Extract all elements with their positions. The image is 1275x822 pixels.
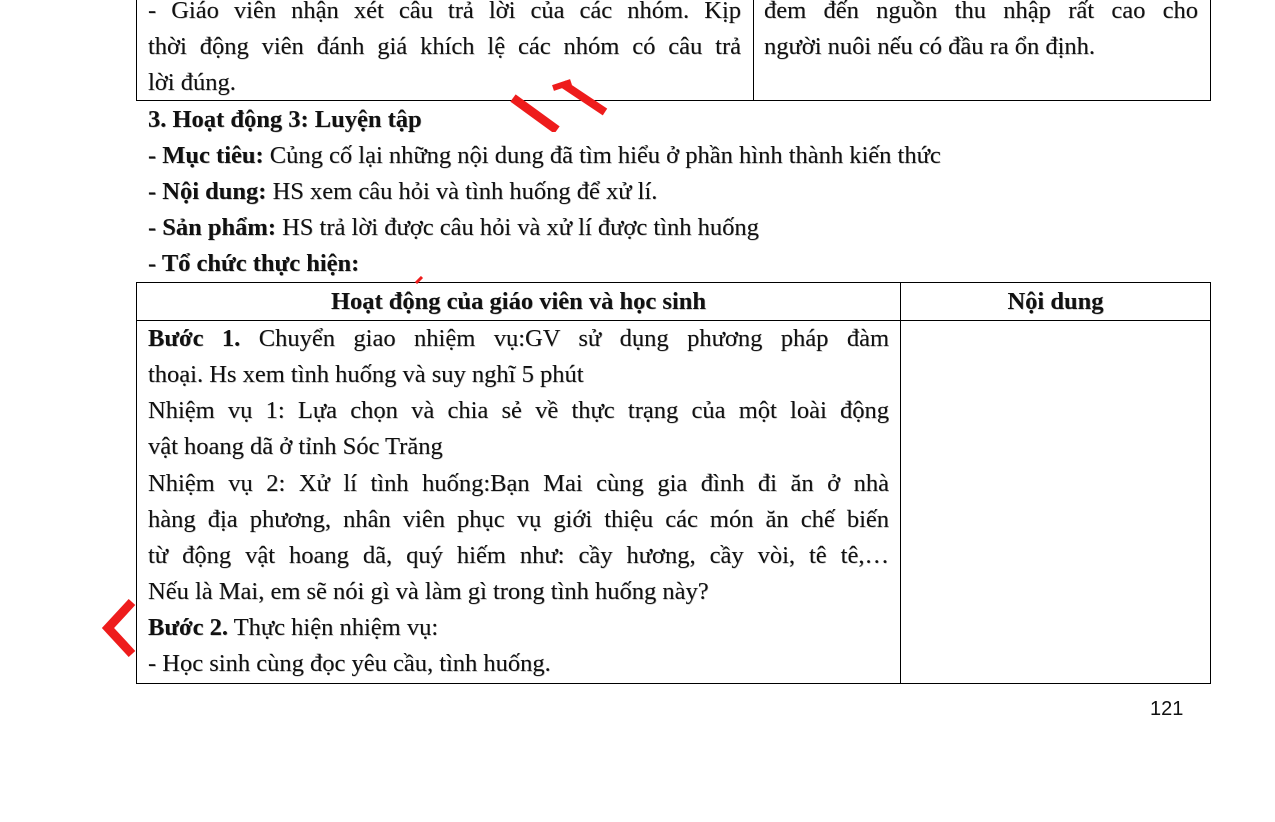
prev-left-line-2: thời động viên đánh giá khích lệ các nhóm có câu trả [148,33,741,60]
product-label: - Sản phẩm: [148,214,276,241]
content-text: HS xem câu hỏi và tình huống để xử lí. [266,178,658,205]
red-watermark-mark-left [100,598,140,660]
table-header-col1-text: Hoạt động của giáo viên và học sinh [330,288,707,315]
page-number: 121 [1150,698,1184,720]
section-heading-text: 3. Hoạt động 3: Luyện tập [148,106,422,133]
step1-line-1 [148,321,889,357]
task1-line-1: Nhiệm vụ 1: Lựa chọn và chia sẻ về thực trạng của một loài động [148,397,889,424]
table-column-divider [900,282,901,684]
red-watermark-dot [414,276,426,284]
step1-label: Bước 1. [148,325,241,352]
table-bottom-border [136,683,1211,684]
table-top-border [136,282,1211,283]
goal-text: Củng cố lại những nội dung đã tìm hiểu ở phần hình thành kiến thức [263,142,941,169]
task2-line-1: Nhiệm vụ 2: Xử lí tình huống:Bạn Mai cùng gia đình đi ăn ở nhà [148,470,889,497]
prev-right-line-1: đem đến nguồn thu nhập rất cao cho [764,0,1198,24]
table-right-border [1210,282,1211,684]
content-label: - Nội dung: [148,178,267,205]
task2-line-2: hàng địa phương, nhân viên phục vụ giới thiệu các món ăn chế biến [148,506,889,533]
task2-line-4: Nếu là Mai, em sẽ nói gì và làm gì trong tình huống này? [148,578,709,605]
content-line [148,174,657,210]
red-watermark-mark-top [505,78,615,132]
step1-text: Chuyển giao nhiệm vụ:GV sử dụng phương pháp đàm [240,325,889,352]
table-header-col2 [901,284,1210,320]
prev-table-bottom-border [136,100,1211,101]
prev-left-line-1: - Giáo viên nhận xét câu trả lời của các nhóm. Kịp [148,0,741,24]
goal-label: - Mục tiêu: [148,142,264,169]
product-text: HS trả lời được câu hỏi và xử lí được tình huống [275,214,759,241]
goal-line [148,138,941,174]
table-header-col1 [137,284,900,320]
step2-detail-line: - Học sinh cùng đọc yêu cầu, tình huống. [148,650,551,677]
section-heading [148,102,422,138]
step2-text: Thực hiện nhiệm vụ: [227,614,439,641]
prev-table-divider [753,0,754,101]
organization-label: - Tổ chức thực hiện: [148,250,360,277]
step2-label: Bước 2. [148,614,228,641]
prev-table-left-border [136,0,137,101]
organization-line [148,246,359,282]
table-header-col2-text: Nội dung [1007,288,1104,315]
step1-line-2: thoại. Hs xem tình huống và suy nghĩ 5 phút [148,361,584,388]
task2-line-3: từ động vật hoang dã, quý hiếm như: cầy hương, cầy vòi, tê tê,… [148,542,889,569]
step2-line [148,610,438,646]
product-line [148,210,759,246]
prev-right-line-2: người nuôi nếu có đầu ra ổn định. [764,33,1096,60]
prev-table-right-border [1210,0,1211,101]
task1-line-2: vật hoang dã ở tỉnh Sóc Trăng [148,433,443,460]
prev-left-line-3: lời đúng. [148,69,236,96]
